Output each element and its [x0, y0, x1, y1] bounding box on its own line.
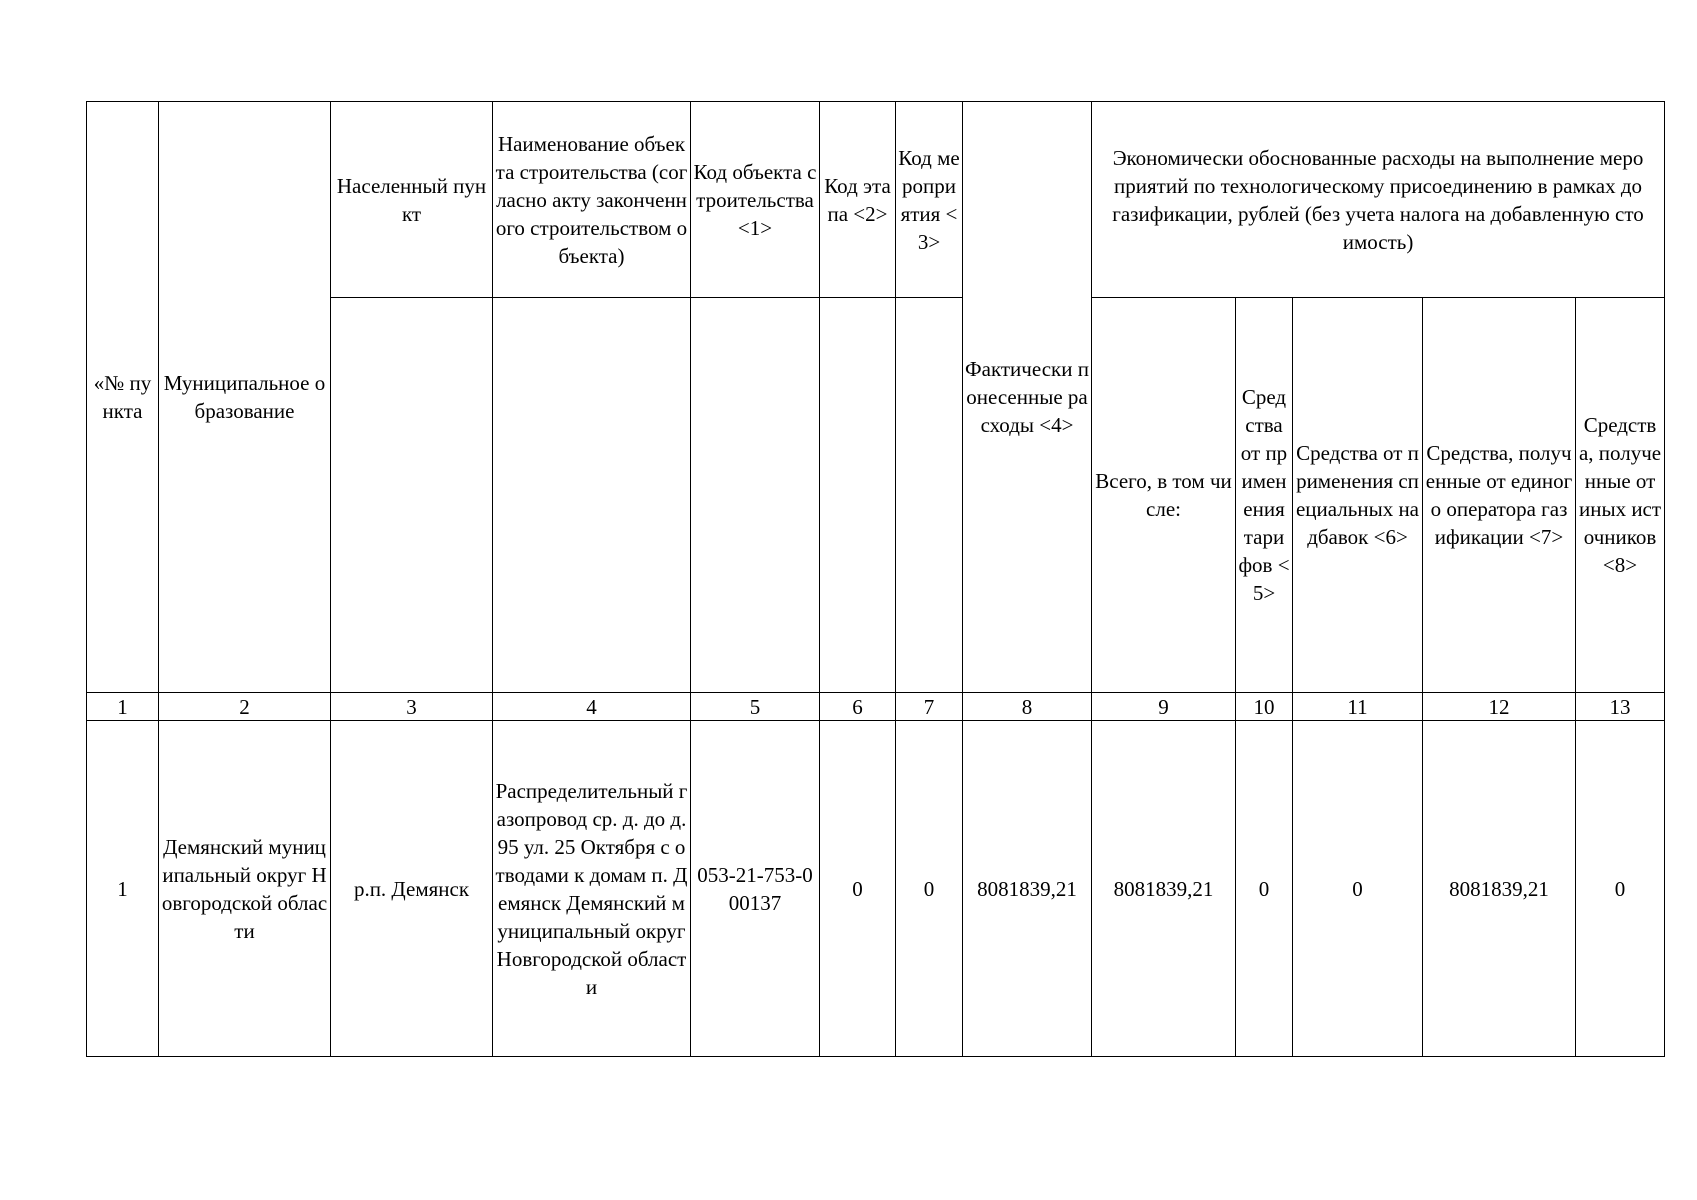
header-settlement: Населенный пункт: [331, 102, 493, 298]
header-tariff-funds: Средства от применения тарифов <5>: [1236, 298, 1293, 693]
column-number: 5: [691, 693, 820, 721]
table-row: [87, 721, 1665, 1057]
costs-table: [86, 101, 1665, 1057]
cell-object-name: Распределительный газопровод ср. д. до д. 95 ул. 25 Октября с отводами к домам п. Демянск Демянский муниципальный округ Новгородской области: [493, 721, 691, 1057]
header-object-name: Наименование объекта строительства (согласно акту законченного строительством объекта): [493, 102, 691, 298]
cell-operator-funds: 8081839,21: [1423, 721, 1576, 1057]
header-empty-cell: [493, 298, 691, 693]
header-empty-cell: [896, 298, 963, 693]
column-number: 13: [1576, 693, 1665, 721]
column-number: 9: [1092, 693, 1236, 721]
header-total: Всего, в том числе:: [1092, 298, 1236, 693]
cell-total: 8081839,21: [1092, 721, 1236, 1057]
cell-settlement: р.п. Демянск: [331, 721, 493, 1057]
cell-object-code: 053-21-753-000137: [691, 721, 820, 1057]
header-point-no: «№ пункта: [87, 102, 159, 693]
cell-tariff-funds: 0: [1236, 721, 1293, 1057]
header-municipality: Муниципальное образование: [159, 102, 331, 693]
column-number: 4: [493, 693, 691, 721]
column-number: 2: [159, 693, 331, 721]
header-other-funds: Средства, полученные от иных источников <8>: [1576, 298, 1665, 693]
cell-measure-code: 0: [896, 721, 963, 1057]
header-stage-code: Код этапа <2>: [820, 102, 896, 298]
column-number: 6: [820, 693, 896, 721]
cell-stage-code: 0: [820, 721, 896, 1057]
cell-actual-costs: 8081839,21: [963, 721, 1092, 1057]
cell-other-funds: 0: [1576, 721, 1665, 1057]
cell-point-no: 1: [87, 721, 159, 1057]
header-empty-cell: [331, 298, 493, 693]
header-econ-costs: Экономически обоснованные расходы на выполнение мероприятий по технологическому присоединению в рамках догазификации, рублей (без учета налога на добавленную стоимость): [1092, 102, 1665, 298]
column-number: 8: [963, 693, 1092, 721]
cell-municipality: Демянский муниципальный округ Новгородской области: [159, 721, 331, 1057]
header-empty-cell: [691, 298, 820, 693]
header-operator-funds: Средства, полученные от единого оператора газификации <7>: [1423, 298, 1576, 693]
column-number: 7: [896, 693, 963, 721]
cell-surcharge-funds: 0: [1293, 721, 1423, 1057]
column-number-row: [87, 693, 1665, 721]
header-actual-costs: Фактически понесенные расходы <4>: [963, 102, 1092, 693]
column-number: 1: [87, 693, 159, 721]
column-number: 10: [1236, 693, 1293, 721]
header-empty-cell: [820, 298, 896, 693]
column-number: 12: [1423, 693, 1576, 721]
column-number: 3: [331, 693, 493, 721]
header-measure-code: Код мероприятия <3>: [896, 102, 963, 298]
header-object-code: Код объекта строительства <1>: [691, 102, 820, 298]
header-surcharge-funds: Средства от применения специальных надбавок <6>: [1293, 298, 1423, 693]
header-row-top: [87, 102, 1665, 298]
column-number: 11: [1293, 693, 1423, 721]
